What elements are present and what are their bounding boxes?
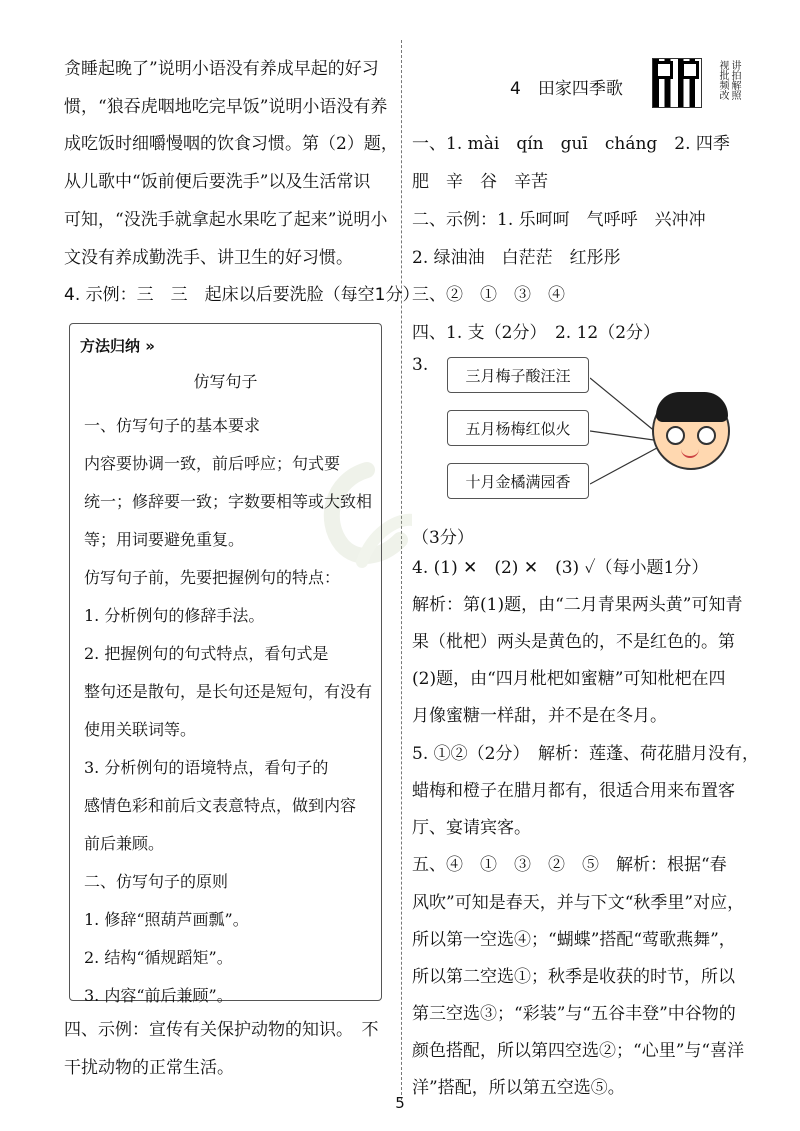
method-line: 使用关联词等。: [84, 720, 197, 739]
left-text-line: 从儿歌中“饭前便后要洗手”以及生活常识: [64, 172, 371, 192]
left-text-line: 可知，“没洗手就拿起水果吃了起来”说明小: [64, 210, 388, 230]
analysis-line: 第三空选③；“彩装”与“五谷丰登”中谷物的: [412, 1004, 736, 1024]
analysis-line: 所以第一空选④；“蝴蝶”搭配“莺歌燕舞”，: [412, 930, 736, 950]
lesson-title: 4 田家四季歌: [510, 79, 623, 99]
left-bottom-line: 四、示例：宣传有关保护动物的知识。 不: [64, 1020, 379, 1040]
method-line: 前后兼顾。: [84, 834, 165, 853]
analysis-line: (2)题，由“四月枇杷如蜜糖”可知枇杷在四: [412, 669, 726, 689]
analysis-line: 洋”搭配，所以第五空选⑤。: [412, 1078, 625, 1098]
answer-line: 三、② ① ③ ④: [412, 285, 565, 305]
right-eye: [697, 426, 716, 445]
method-line: 感情色彩和前后文表意特点，做到内容: [84, 796, 357, 815]
answer-line: 4. (1) ✕ (2) ✕ (3) ✓（每小题1分）: [412, 558, 709, 578]
match-option-box: 五月杨梅红似火: [447, 410, 589, 446]
left-text-line: 惯，“狼吞虎咽地吃完早饭”说明小语没有养: [64, 97, 388, 117]
method-line: 3. 内容“前后兼顾”。: [84, 986, 233, 1005]
method-line: 整句还是散句，是长句还是短句，有没有: [84, 682, 373, 701]
method-line: 1. 修辞“照葫芦画瓢”。: [84, 910, 249, 929]
analysis-line: 月像蜜糖一样甜，并不是在冬月。: [412, 706, 667, 726]
method-line: 内容要协调一致，前后呼应；句式要: [84, 454, 341, 473]
answer-line: 五、④ ① ③ ② ⑤ 解析：根据“春: [412, 855, 727, 875]
answer-line: 四、1. 支（2分） 2. 12（2分）: [412, 323, 661, 343]
match-option-box: 十月金橘满园香: [447, 463, 589, 499]
left-text-line: 文没有养成勤洗手、讲卫生的好习惯。: [64, 248, 353, 268]
mouth-shape: [681, 448, 699, 458]
method-line: 等；用词要避免重复。: [84, 530, 245, 549]
boy-illustration: [652, 392, 730, 470]
method-line: 二、仿写句子的原则: [84, 872, 229, 891]
answer-line: 5. ①②（2分） 解析：莲蓬、荷花腊月没有，: [412, 744, 759, 764]
answer-line: 一、1. mài qín guī cháng 2. 四季: [412, 134, 730, 154]
method-line: 仿写句子前，先要把握例句的特点：: [84, 568, 341, 587]
left-eye: [666, 426, 685, 445]
answer-line: 二、示例：1. 乐呵呵 气呼呼 兴冲冲: [412, 210, 706, 230]
qr-code-icon[interactable]: [652, 58, 702, 108]
method-line: 3. 分析例句的语境特点，看句子的: [84, 758, 329, 777]
analysis-line: 解析：第(1)题，由“二月青果两头黄”可知青: [412, 595, 743, 615]
method-line: 统一；修辞要一致；字数要相等或大致相: [84, 492, 373, 511]
method-summary-box: [69, 323, 382, 1005]
left-answer-line: 4. 示例：三 三 起床以后要洗脸（每空1分）: [64, 285, 420, 305]
left-text-line: 成吃饭时细嚼慢咽的饮食习惯。第（2）题，: [64, 134, 398, 154]
analysis-line: 厅、宴请宾客。: [412, 818, 531, 838]
analysis-line: 颜色搭配，所以第四空选②；“心里”与“喜洋: [412, 1041, 745, 1061]
method-line: 2. 结构“循规蹈矩”。: [84, 948, 233, 967]
analysis-line: 风吹”可知是春天，并与下文“秋季里”对应，: [412, 893, 745, 913]
answer-line: 肥 辛 谷 辛苦: [412, 172, 548, 192]
method-summary-title: 仿写句子: [193, 372, 258, 391]
match-option-box: 三月梅子酸汪汪: [447, 357, 589, 393]
method-line: 2. 把握例句的句式特点，看句式是: [84, 644, 329, 663]
hair-shape: [656, 392, 728, 422]
left-bottom-line: 干扰动物的正常生活。: [64, 1058, 234, 1078]
analysis-line: 蜡梅和橙子在腊月都有，很适合用来布置客: [412, 781, 735, 801]
method-line: 一、仿写句子的基本要求: [84, 416, 261, 435]
qr-code-label: 讲拍解照视批频改: [717, 60, 740, 100]
answer-line: （3分）: [412, 528, 474, 548]
page-number: 5: [395, 1094, 405, 1112]
method-line: 1. 分析例句的修辞手法。: [84, 606, 265, 625]
analysis-line: 果（枇杷）两头是黄色的，不是红色的。第: [412, 632, 735, 652]
analysis-line: 所以第二空选①；秋季是收获的时节，所以: [412, 967, 735, 987]
method-summary-label: 方法归纳 »: [80, 337, 155, 355]
answer-line: 2. 绿油油 白茫茫 红彤彤: [412, 248, 621, 268]
answer-line: 3.: [412, 355, 429, 375]
column-divider: [401, 40, 402, 1100]
left-text-line: 贪睡起晚了”说明小语没有养成早起的好习: [64, 59, 379, 79]
